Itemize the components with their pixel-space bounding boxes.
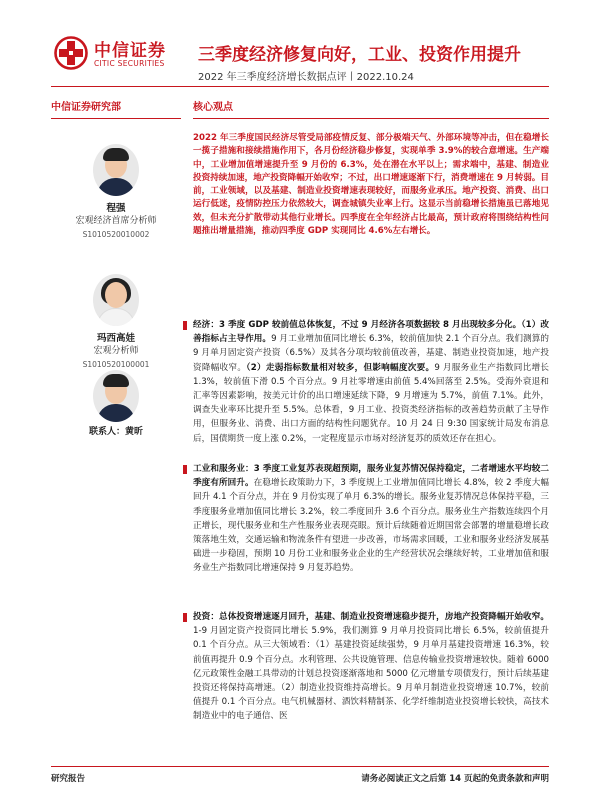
- analyst-license: S1010520100001: [82, 360, 150, 369]
- analyst-card: [51, 144, 181, 241]
- bullet-industry-services: [193, 462, 549, 576]
- main-heading: 核心观点: [193, 102, 233, 113]
- header-divider: [51, 86, 549, 87]
- analyst-role: 宏观分析师: [93, 346, 139, 356]
- bullet-marker: [183, 613, 187, 622]
- bullet-body: 在稳增长政策助力下，3 季度规上工业增加值同比增长 4.8%，较 2 季度大幅回升 4.1 个百分点，并在 9 月份实现了单月 6.3%的增长。服务业复苏情况总体保持平稳，三季度服务业增加值同比增长 3.2%，较二季度回升 3.6 个百分点。服务业生产指数连续四个月正增长，现代服务业和生产性服务业表现亮眼。预计后续随着近期国常会部署的增量稳增长政策落地生效，交通运输和物流条件有望进一步改善，市场需求回暖，工业和服务业经济发展基础进一步稳固，预期 10 月份工业和服务业企业的生产经营状况会继续好转，工业增加值和服务业生产指数同比增速保持 9 月复苏趋势。: [193, 478, 549, 574]
- footer-disclaimer: 请务必阅读正文之后第 14 页起的免责条款和声明: [361, 774, 549, 784]
- contact-photo-card: [51, 370, 181, 422]
- analyst-card: [51, 274, 181, 371]
- analyst-role: 宏观经济首席分析师: [75, 216, 157, 226]
- analyst-name: 程强: [106, 203, 126, 214]
- sidebar: [51, 100, 181, 437]
- footer-divider: [51, 766, 549, 767]
- main-divider: [193, 118, 549, 119]
- report-subtitle: 2022 年三季度经济增长数据点评丨2022.10.24: [198, 72, 414, 83]
- main-content: [193, 100, 549, 119]
- report-header: [0, 0, 600, 92]
- bullet-lead-2: （2）走弱指标数量相对较多，但影响幅度次要。: [246, 362, 435, 373]
- bullet-body: 9 月工业增加值同比增长 6.3%，较前值加快 2.1 个百分点。我们测算的 9 月单月固定资产投资（6.5%）及其各分项均较前值改善，基建、制造业投资加速，地产投资降幅收窄。: [193, 334, 549, 373]
- contact-photo: [93, 370, 139, 422]
- core-summary: 2022 年三季度国民经济尽管受局部疫情反复、部分极端天气、外部环境等冲击，但在稳增长一揽子措施和接续措施作用下，各月份经济稳步修复，实现单季 3.9%的较合意增速。生产端中，工业增加值增速提升至 9 月份的 6.3%，处在潜在水平以上；需求端中，基建、制造业投资持续加速，地产投资降幅开始收窄；不过，出口增速逐渐下行，消费增速在 9 月转弱。目前，工业领域，以及基建、制造业投资增速表现较好，而服务业承压。地产投资、消费、出口运行低迷，疫情防控压力依然较大，调查城镇失业率上行。这显示当前稳增长措施虽已落地见效，但未充分扩散带动其他行业增长。四季度在全年经济占比最高，预计政府将围绕结构性问题推出增量措施，推动四季度 GDP 实现同比 4.6%左右增长。: [193, 133, 549, 237]
- bullet-body: 1-9 月固定资产投资同比增长 5.9%，我们测算 9 月单月投资同比增长 6.5%，较前值提升 0.1 个百分点。从三大领域看：（1）基建投资延续强势，9 月单月基建投资增速 16.3%，较前值再提升 0.9 个百分点。水利管理、公共设施管理、信息传输业投资增速较快。随着 6000 亿元政策性金融工具带动的计划总投资逐渐落地和 5000 亿元增量专项债发行，预计后续基建投资还将保持高增速。（2）制造业投资维持高增长。9 月单月制造业投资增速 10.7%，较前值提升 0.1 个百分点。电气机械器材、酒饮料精制茶、化学纤维制造业投资增长较快，高技术制造业中的电子通信、医: [193, 626, 549, 722]
- citic-logo: [54, 36, 184, 76]
- sidebar-divider: [51, 118, 181, 119]
- logo-text-en: CITIC SECURITIES: [94, 59, 165, 68]
- analyst-photo: [93, 274, 139, 326]
- contact-person: 联系人：黄昕: [88, 427, 143, 437]
- bullet-economy: [193, 318, 549, 446]
- bullet-lead: 投资：总体投资增速逐月回升，基建、制造业投资增速稳步提升，房地产投资降幅开始收窄。: [193, 612, 549, 622]
- logo-text-cn: 中信证券: [94, 41, 166, 61]
- bullet-marker: [183, 465, 187, 474]
- bullet-lead: 工业和服务业：3 季度工业复苏表现超预期，服务业复苏情况保持稳定，二者增速水平均较二季度有所回升。: [193, 464, 549, 489]
- bullet-marker: [183, 321, 187, 330]
- citic-logo-icon: [54, 36, 88, 70]
- analyst-name: 玛西高娃: [96, 333, 135, 344]
- bullet-lead: 经济：3 季度 GDP 较前值总体恢复，不过 9 月经济各项数据较 8 月出现较多分化。（1）改善指标占主导作用。: [193, 320, 549, 345]
- bullet-body-2: 9 月服务业生产指数同比增长 1.3%，较前值下滑 0.5 个百分点。9 月社零增速由前值 5.4%回落至 2.5%。受海外衰退和汇率等因素影响，按美元计价的出口增速延续下降，9 月增速为 5.7%，前值 7.1%。此外，调查失业率环比提升至 5.5%。总体看，9 月工业、投资类经济指标的改善趋势贡献了主导作用，但服务业、消费、出口方面的结构性问题犹存。10 月 24 日 9:30 国家统计局发布消息后，国债期货一度上涨 0.2%，一定程度显示市场对经济复苏的质效还存在担心。: [193, 362, 549, 444]
- analyst-license: S1010520010002: [82, 230, 150, 239]
- analyst-photo: [93, 144, 139, 196]
- report-title: 三季度经济修复向好，工业、投资作用提升: [198, 45, 521, 65]
- footer-label: 研究报告: [51, 774, 86, 784]
- bullet-investment: [193, 610, 549, 724]
- sidebar-heading: 中信证券研究部: [51, 102, 121, 113]
